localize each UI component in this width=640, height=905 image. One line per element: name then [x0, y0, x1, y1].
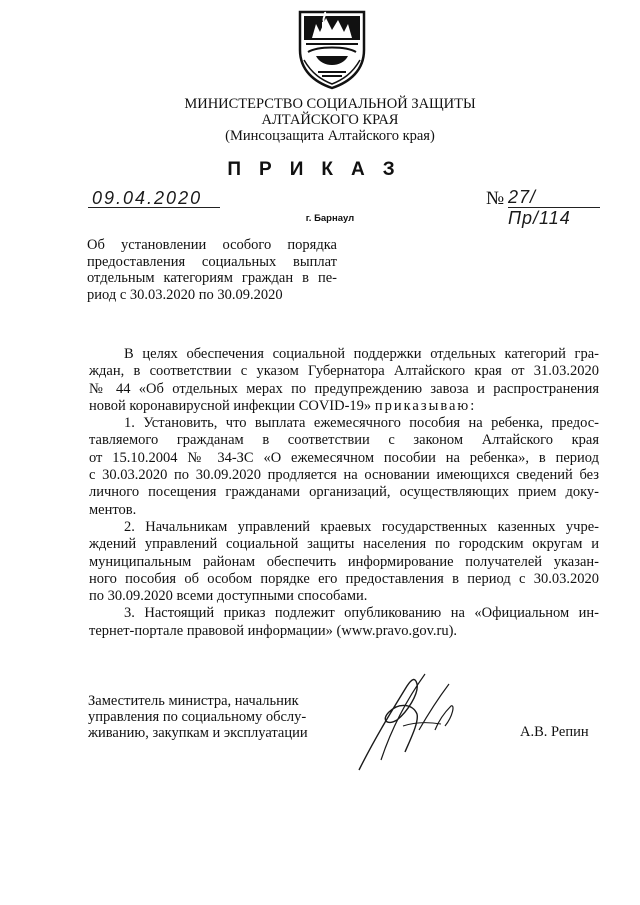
document-date: 09.04.2020	[92, 188, 203, 208]
body-line: 3. Настоящий приказ подлежит опубликованию на «Официальном ин-	[124, 605, 599, 622]
body-line: по 30.09.2020 всеми доступными способами.	[89, 588, 368, 605]
document-subject	[87, 237, 337, 303]
subject-line: предоставления социальных выплат	[87, 253, 337, 270]
body-line-part: новой коронавирусной инфекции COVID-19»	[89, 397, 372, 414]
body-line: В целях обеспечения социальной поддержки отдельных категорий гра-	[124, 346, 599, 362]
order-verb: приказываю:	[374, 397, 477, 414]
altai-krai-coat-of-arms-icon	[292, 2, 372, 92]
document-city: г. Барнаул	[305, 213, 355, 224]
handwritten-signature-icon	[345, 660, 465, 780]
signer-name: А.В. Репин	[520, 724, 589, 740]
signer-position-line: живанию, закупкам и эксплуатации	[88, 725, 308, 741]
number-underline	[508, 207, 600, 208]
body-line: с 30.03.2020 по 30.09.2020 продляется на основании имеющихся сведений без	[89, 467, 599, 484]
ministry-short-name: (Минсоцзащита Алтайского края)	[225, 128, 435, 144]
document-body	[89, 346, 599, 640]
body-line: 2. Начальникам управлений краевых государственных казенных учре-	[124, 518, 599, 535]
body-line: личного посещения гражданами организаций, осуществляющих прием доку-	[89, 484, 599, 501]
subject-line: отдельным категориям граждан в пе-	[87, 270, 337, 286]
subject-line: риод с 30.03.2020 по 30.09.2020	[87, 286, 283, 303]
signer-position	[88, 693, 328, 741]
body-line: ментов.	[89, 501, 137, 518]
body-line: муниципальным районам обеспечить информирование получателей указан-	[89, 553, 599, 570]
document-type-title: ПРИКАЗ	[227, 159, 413, 180]
date-underline	[88, 207, 220, 208]
number-label: №	[486, 188, 505, 209]
body-line: ждений управлений социальной защиты населения по городским округам и	[89, 536, 599, 553]
subject-line: Об установлении особого порядка	[87, 237, 337, 253]
body-line	[89, 398, 599, 415]
body-line: № 44 «Об отдельных мерах по предупреждению завоза и распространения	[89, 380, 599, 397]
body-line: тавляемого гражданам в соответствии с законом Алтайского края	[89, 432, 599, 449]
ministry-name-line1: МИНИСТЕРСТВО СОЦИАЛЬНОЙ ЗАЩИТЫ	[184, 96, 476, 112]
body-line: от 15.10.2004 № 34-ЗС «О ежемесячном пособии на ребенка», в период	[89, 449, 599, 466]
ministry-name-line2: АЛТАЙСКОГО КРАЯ	[261, 112, 399, 128]
body-line: тернет-портале правовой информации» (www.pravo.gov.ru).	[89, 622, 458, 639]
signer-position-line: управления по социальному обслу-	[88, 709, 307, 725]
body-line: ждан, в соответствии с указом Губернатора Алтайского края от 31.03.2020	[89, 363, 599, 380]
body-line: 1. Установить, что выплата ежемесячного пособия на ребенка, предос-	[124, 415, 599, 432]
signer-position-line: Заместитель министра, начальник	[88, 693, 299, 709]
body-line: ного пособия об особом порядке его предоставления в период с 30.03.2020	[89, 570, 599, 587]
document-number: 27/Пр/114	[508, 187, 571, 228]
